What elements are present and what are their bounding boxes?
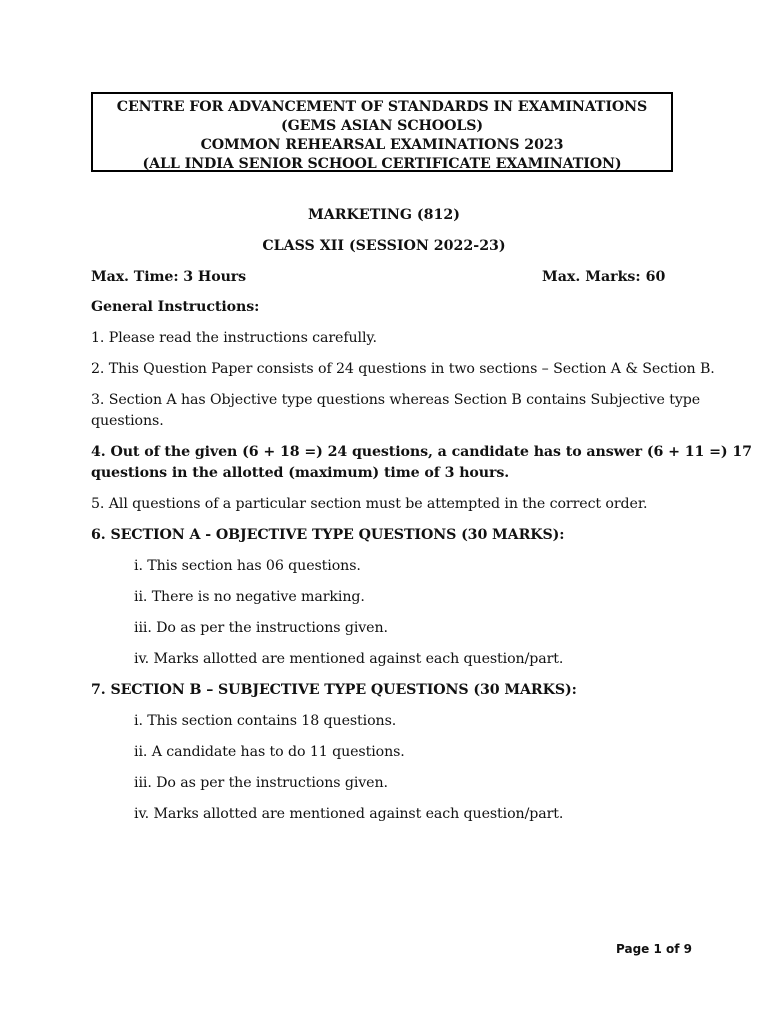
subject-title: MARKETING (812) xyxy=(308,207,460,223)
section-a-item: iv. Marks allotted are mentioned against each question/part. xyxy=(134,651,564,667)
max-marks: Max. Marks: 60 xyxy=(542,269,666,285)
page-number: Page 1 of 9 xyxy=(616,942,692,956)
section-a-item: ii. There is no negative marking. xyxy=(134,589,365,605)
section-a-title: 6. SECTION A - OBJECTIVE TYPE QUESTIONS (30 MARKS): xyxy=(91,527,565,543)
section-b-item: i. This section contains 18 questions. xyxy=(134,713,397,729)
instruction-3-line1: 3. Section A has Objective type questions whereas Section B contains Subjective type xyxy=(91,392,701,408)
exam-header-box xyxy=(91,92,673,172)
section-b-title: 7. SECTION B – SUBJECTIVE TYPE QUESTIONS (30 MARKS): xyxy=(91,682,577,698)
instruction-5: 5. All questions of a particular section must be attempted in the correct order. xyxy=(91,496,648,512)
header-line-schools: (GEMS ASIAN SCHOOLS) xyxy=(281,118,483,134)
instruction-4-line1: 4. Out of the given (6 + 18 =) 24 questions, a candidate has to answer (6 + 11 =) 17 xyxy=(91,444,752,460)
header-line-board: (ALL INDIA SENIOR SCHOOL CERTIFICATE EXAMINATION) xyxy=(142,156,622,172)
header-line-organisation: CENTRE FOR ADVANCEMENT OF STANDARDS IN EXAMINATIONS xyxy=(116,99,648,115)
section-b-item: iv. Marks allotted are mentioned against each question/part. xyxy=(134,806,564,822)
section-a-item: i. This section has 06 questions. xyxy=(134,558,361,574)
header-line-exam: COMMON REHEARSAL EXAMINATIONS 2023 xyxy=(200,137,564,153)
section-b-item: ii. A candidate has to do 11 questions. xyxy=(134,744,405,760)
section-a-item: iii. Do as per the instructions given. xyxy=(134,620,388,636)
instruction-2: 2. This Question Paper consists of 24 questions in two sections – Section A & Section B. xyxy=(91,361,715,377)
section-b-item: iii. Do as per the instructions given. xyxy=(134,775,388,791)
instruction-1: 1. Please read the instructions carefully. xyxy=(91,330,377,346)
instruction-3-line2: questions. xyxy=(91,413,164,429)
instruction-4-line2: questions in the allotted (maximum) time of 3 hours. xyxy=(91,465,510,481)
instructions-title: General Instructions: xyxy=(91,299,260,315)
class-session: CLASS XII (SESSION 2022-23) xyxy=(262,238,506,254)
max-time: Max. Time: 3 Hours xyxy=(91,269,247,285)
